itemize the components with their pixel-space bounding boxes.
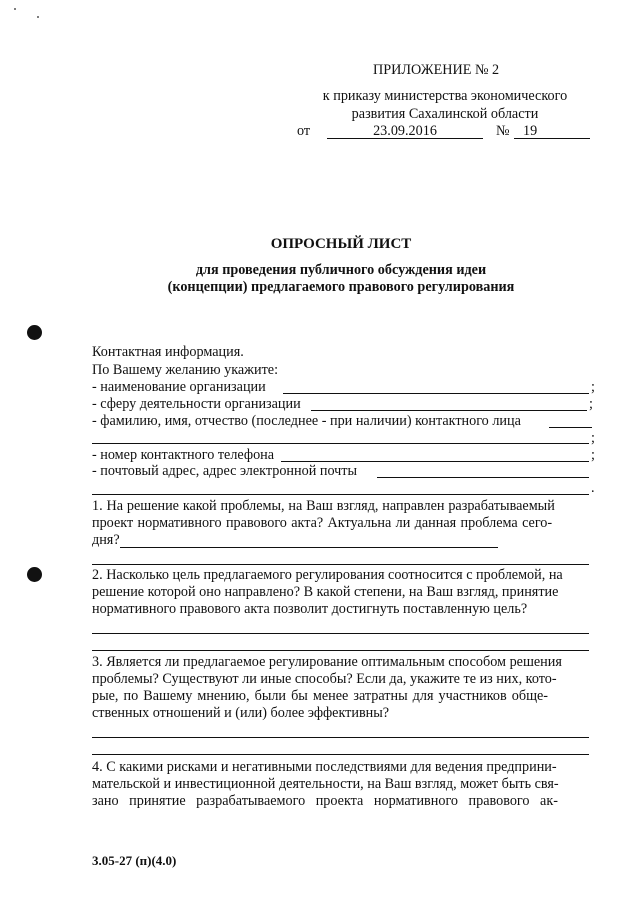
field-phone-label: - номер контактного телефона (92, 447, 275, 463)
form-title: ОПРОСНЫЙ ЛИСТ (270, 236, 412, 252)
question-3-line-1: 3. Является ли предлагаемое регулирование оптимальным способом решения (92, 654, 562, 670)
field-sphere-semicolon: ; (589, 396, 593, 412)
field-sphere-label: - сферу деятельности организации (92, 396, 301, 412)
question-1-line-2: проект нормативного правового акта? Актуальна ли данная проблема сего- (92, 515, 553, 531)
form-subtitle-2: (концепции) предлагаемого правового регулирования (167, 279, 515, 295)
field-address-label: - почтовый адрес, адрес электронной почты (92, 463, 358, 479)
answer-2-line-2[interactable] (92, 650, 589, 651)
question-2-line-3: нормативного правового акта позволит достигнуть поставленную цель? (92, 601, 528, 617)
field-org-label: - наименование организации (92, 379, 266, 395)
field-phone-semicolon: ; (591, 447, 595, 463)
form-subtitle-1: для проведения публичного обсуждения идеи (195, 262, 487, 278)
field-fio-semicolon: ; (591, 430, 595, 446)
order-line-1: к приказу министерства экономического (322, 88, 568, 104)
question-1-line-1: 1. На решение какой проблемы, на Ваш взгляд, направлен разрабатываемый (92, 498, 555, 514)
appendix-title: ПРИЛОЖЕНИЕ № 2 (373, 62, 500, 78)
question-2-line-2: решение которой оно направлено? В какой степени, на Ваш взгляд, принятие (92, 584, 559, 600)
answer-1-line-2[interactable] (92, 564, 589, 565)
punch-hole-bottom (27, 567, 42, 582)
question-3-line-4: ственных отношений и (или) более эффективны? (92, 705, 390, 721)
date-value: 23.09.2016 (373, 123, 437, 139)
punch-hole-top (27, 325, 42, 340)
contact-heading: Контактная информация. (92, 344, 244, 360)
field-org-line[interactable] (283, 393, 589, 394)
question-4-line-2: мательской и инвестиционной деятельности, на Ваш взгляд, может быть свя- (92, 776, 559, 792)
number-prefix: № (496, 123, 510, 139)
answer-3-line[interactable] (92, 737, 589, 738)
question-2-line-1: 2. Насколько цель предлагаемого регулирования соотносится с проблемой, на (92, 567, 563, 583)
question-4-line-3: зано принятие разрабатываемого проекта нормативного правового ак- (92, 793, 558, 809)
contact-intro: По Вашему желанию укажите: (92, 362, 279, 378)
field-fio-line[interactable] (549, 427, 592, 428)
answer-3-line-2[interactable] (92, 754, 589, 755)
field-org-semicolon: ; (591, 379, 595, 395)
field-address-period: . (591, 480, 595, 496)
scan-speck (14, 8, 16, 10)
question-3-line-2: проблемы? Существуют ли иные способы? Если да, укажите те из них, кото- (92, 671, 557, 687)
answer-1-line[interactable] (120, 547, 498, 548)
field-phone-line[interactable] (281, 461, 589, 462)
date-prefix: от (297, 123, 311, 139)
form-code: 3.05-27 (п)(4.0) (92, 853, 177, 868)
question-1-line-3: дня? (92, 532, 120, 548)
scan-speck (37, 16, 39, 18)
number-value: 19 (523, 123, 538, 139)
field-fio-label: - фамилию, имя, отчество (последнее - при наличии) контактного лица (92, 413, 521, 429)
question-3-line-3: рые, по Вашему мнению, были бы менее затратны для участников обще- (92, 688, 549, 704)
order-line-2: развития Сахалинской области (351, 106, 539, 122)
answer-2-line[interactable] (92, 633, 589, 634)
field-sphere-line[interactable] (311, 410, 587, 411)
field-address-line[interactable] (377, 477, 589, 478)
field-fio-line-2[interactable] (92, 443, 589, 444)
field-address-line-2[interactable] (92, 494, 589, 495)
question-4-line-1: 4. С какими рисками и негативными последствиями для ведения предприни- (92, 759, 557, 775)
